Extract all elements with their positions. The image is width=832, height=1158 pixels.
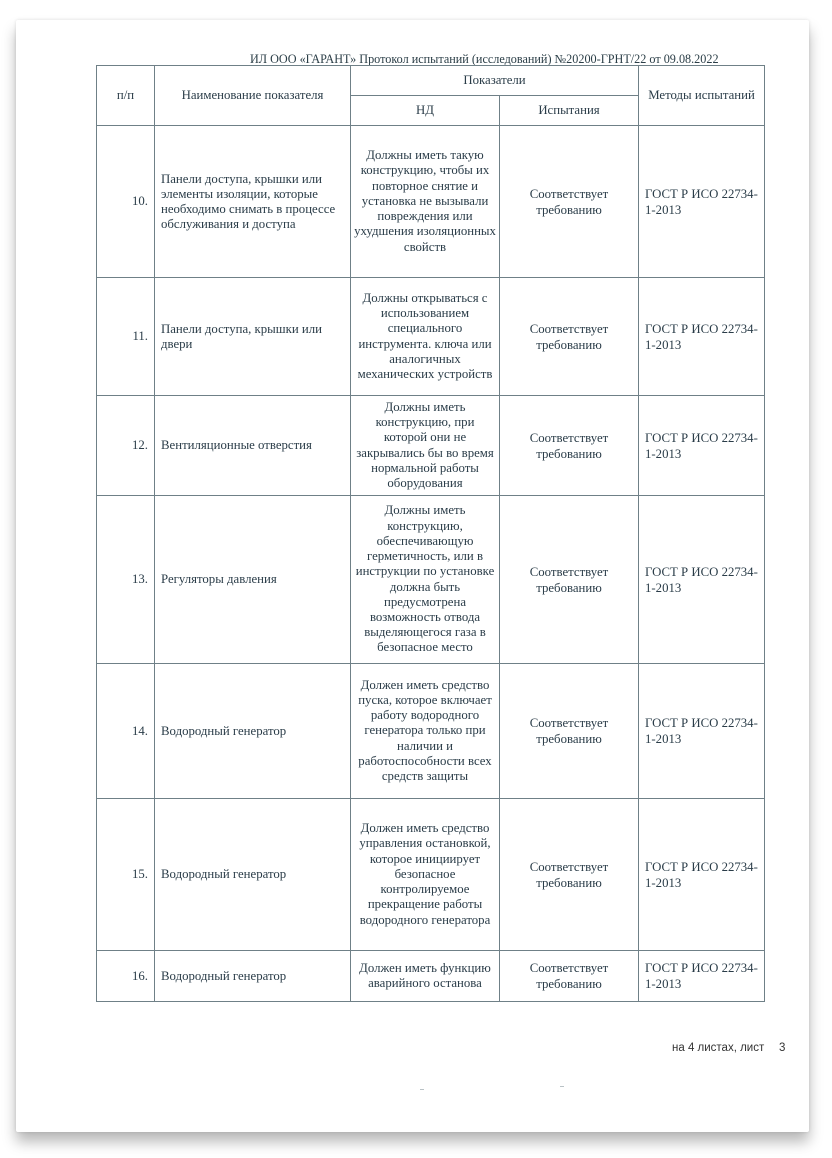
indicator-name: Панели доступа, крышки или двери <box>155 278 351 396</box>
test-method: ГОСТ Р ИСО 22734-1-2013 <box>639 126 765 278</box>
nd-requirement: Должен иметь средство управления остановкой, которое инициирует безопасное контролируемое прекращение работы водородного генератора <box>351 799 500 951</box>
nd-requirement: Должен иметь средство пуска, которое включает работу водородного генератора только при наличии и работоспособности всех средств защиты <box>351 664 500 799</box>
test-method: ГОСТ Р ИСО 22734-1-2013 <box>639 799 765 951</box>
test-method: ГОСТ Р ИСО 22734-1-2013 <box>639 396 765 496</box>
nd-requirement: Должен иметь функцию аварийного останова <box>351 951 500 1002</box>
row-number: 16. <box>97 951 155 1002</box>
test-method: ГОСТ Р ИСО 22734-1-2013 <box>639 664 765 799</box>
indicator-name: Регуляторы давления <box>155 496 351 664</box>
indicator-name: Водородный генератор <box>155 951 351 1002</box>
test-result: Соответствует требованию <box>500 126 639 278</box>
table-row <box>97 496 765 664</box>
indicator-name: Панели доступа, крышки или элементы изоляции, которые необходимо снимать в процессе обслуживания и доступа <box>155 126 351 278</box>
table-row <box>97 799 765 951</box>
table-row <box>97 278 765 396</box>
row-number: 14. <box>97 664 155 799</box>
test-results-table <box>96 65 765 1002</box>
test-result: Соответствует требованию <box>500 799 639 951</box>
col-header-name: Наименование показателя <box>155 66 351 126</box>
indicator-name: Водородный генератор <box>155 799 351 951</box>
nd-requirement: Должны иметь такую конструкцию, чтобы их повторное снятие и установка не вызывали повреждения или ухудшения изоляционных свойств <box>351 126 500 278</box>
scan-speck <box>420 1089 424 1090</box>
nd-requirement: Должны открываться с использованием специального инструмента. ключа или аналогичных механических устройств <box>351 278 500 396</box>
test-result: Соответствует требованию <box>500 396 639 496</box>
test-result: Соответствует требованию <box>500 664 639 799</box>
page-number: 3 <box>779 1042 786 1054</box>
row-number: 13. <box>97 496 155 664</box>
test-result: Соответствует требованию <box>500 278 639 396</box>
indicator-name: Вентиляционные отверстия <box>155 396 351 496</box>
col-header-num: п/п <box>97 66 155 126</box>
test-method: ГОСТ Р ИСО 22734-1-2013 <box>639 951 765 1002</box>
indicator-name: Водородный генератор <box>155 664 351 799</box>
col-header-tests: Испытания <box>500 96 639 126</box>
table-row <box>97 664 765 799</box>
test-method: ГОСТ Р ИСО 22734-1-2013 <box>639 278 765 396</box>
col-header-nd: НД <box>351 96 500 126</box>
protocol-header: ИЛ ООО «ГАРАНТ» Протокол испытаний (исследований) №20200-ГРНТ/22 от 09.08.2022 <box>250 52 719 66</box>
nd-requirement: Должны иметь конструкцию, при которой они не закрывались бы во время нормальной работы оборудования <box>351 396 500 496</box>
table-row <box>97 126 765 278</box>
table-row <box>97 396 765 496</box>
col-header-indicators: Показатели <box>351 66 639 96</box>
sheet-count-label: на 4 листах, лист <box>672 1042 765 1054</box>
test-result: Соответствует требованию <box>500 951 639 1002</box>
test-method: ГОСТ Р ИСО 22734-1-2013 <box>639 496 765 664</box>
row-number: 12. <box>97 396 155 496</box>
test-result: Соответствует требованию <box>500 496 639 664</box>
nd-requirement: Должны иметь конструкцию, обеспечивающую герметичность, или в инструкции по установке должна быть предусмотрена возможность отвода выделяющегося газа в безопасное место <box>351 496 500 664</box>
row-number: 10. <box>97 126 155 278</box>
scan-speck <box>560 1086 564 1087</box>
table-row <box>97 951 765 1002</box>
row-number: 11. <box>97 278 155 396</box>
row-number: 15. <box>97 799 155 951</box>
col-header-methods: Методы испытаний <box>639 66 765 126</box>
